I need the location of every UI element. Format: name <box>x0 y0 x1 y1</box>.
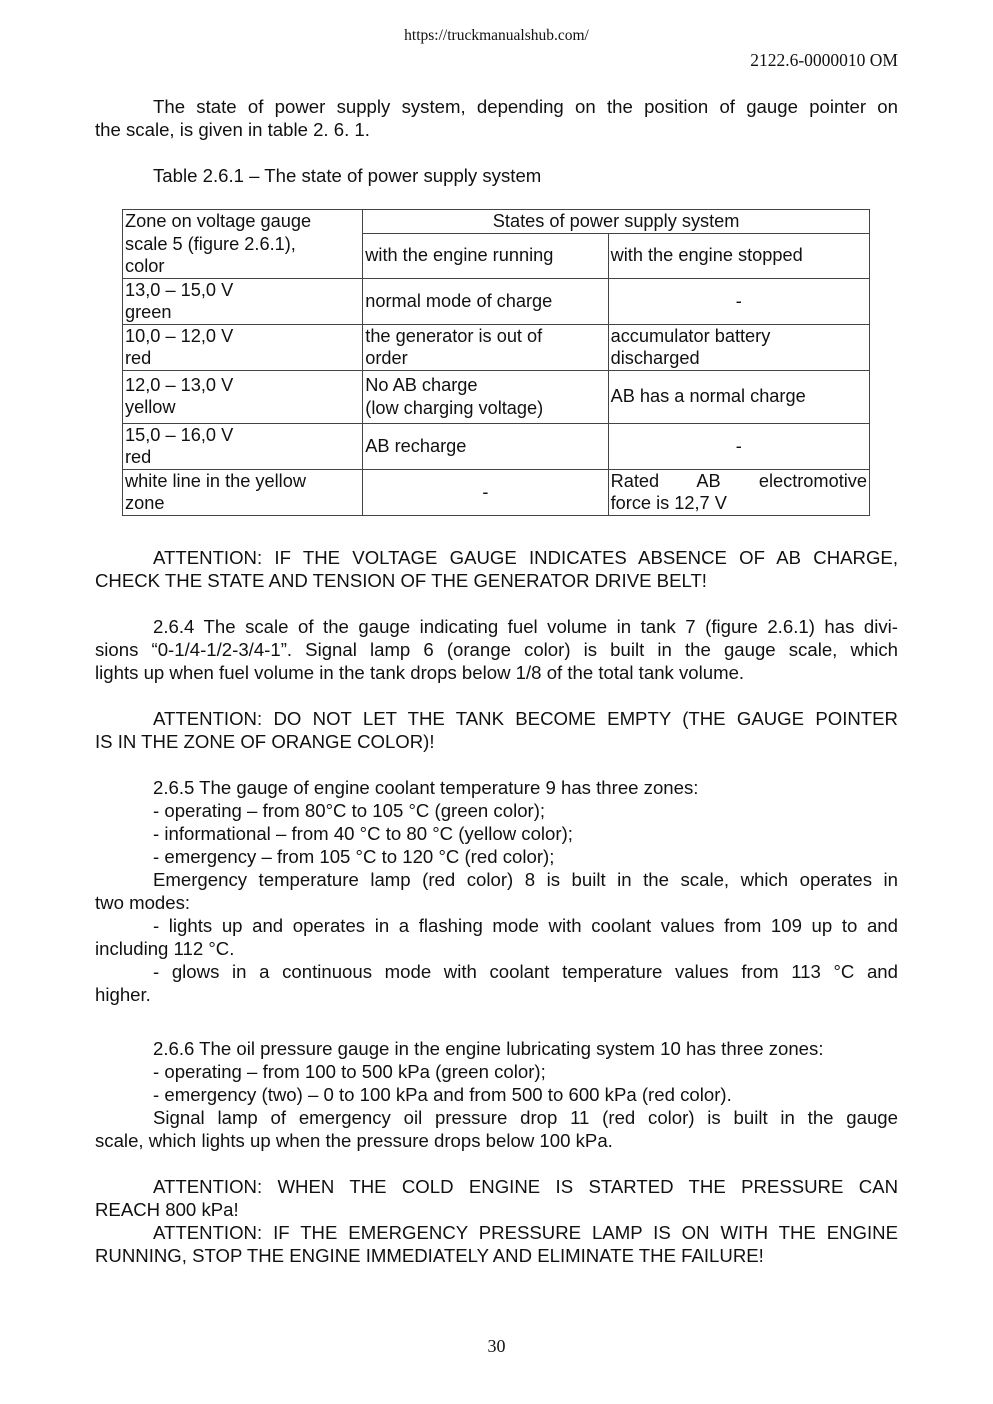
coolant-mode-continuous-2: higher. <box>95 984 151 1005</box>
running-cell: normal mode of charge <box>363 278 608 324</box>
running-cell: No AB charge (low charging voltage) <box>363 370 608 423</box>
oil-gauge-intro: 2.6.6 The oil pressure gauge in the engine lubricating system 10 has three zones: <box>153 1038 824 1059</box>
attention-oil-lamp-line-2: RUNNING, STOP THE ENGINE IMMEDIATELY AND ELIMINATE THE FAILURE! <box>95 1245 764 1266</box>
intro-line-2: the scale, is given in table 2. 6. 1. <box>95 119 370 140</box>
coolant-lamp-line-2: two modes: <box>95 892 191 913</box>
stopped-cell: Rated AB electromotive force is 12,7 V <box>608 469 869 515</box>
page-number: 30 <box>487 1336 506 1356</box>
coolant-mode-flashing-1: - lights up and operates in a flashing mode with coolant values from 109 up to and <box>153 915 898 936</box>
coolant-gauge-intro: 2.6.5 The gauge of engine coolant temperature 9 has three zones: <box>153 777 699 798</box>
table-row <box>123 370 870 423</box>
fuel-gauge-line-2: sions “0-1/4-1/2-3/4-1”. Signal lamp 6 (orange color) is built in the gauge scale, which <box>95 639 898 660</box>
power-supply-state-table <box>122 209 870 516</box>
coolant-zone-operating: - operating – from 80°C to 105 °C (green color); <box>153 800 546 821</box>
zone-cell: 12,0 – 13,0 V yellow <box>123 370 363 423</box>
attention-cold-start-line-2: REACH 800 kPa! <box>95 1199 239 1220</box>
stopped-cell: AB has a normal charge <box>608 370 869 423</box>
oil-lamp-line-1: Signal lamp of emergency oil pressure drop 11 (red color) is built in the gauge <box>153 1107 898 1128</box>
coolant-zone-informational: - informational – from 40 °C to 80 °C (yellow color); <box>153 823 573 844</box>
attention-cold-start-line-1: ATTENTION: WHEN THE COLD ENGINE IS STARTED THE PRESSURE CAN <box>153 1176 898 1197</box>
coolant-mode-continuous-1: - glows in a continuous mode with coolant temperature values from 113 °C and <box>153 961 898 982</box>
stopped-cell: accumulator battery discharged <box>608 324 869 370</box>
zone-cell: white line in the yellow zone <box>123 469 363 515</box>
attention-voltage-line-1: ATTENTION: IF THE VOLTAGE GAUGE INDICATES ABSENCE OF AB CHARGE, <box>153 547 898 568</box>
attention-voltage-line-2: CHECK THE STATE AND TENSION OF THE GENERATOR DRIVE BELT! <box>95 570 707 591</box>
attention-tank-line-2: IS IN THE ZONE OF ORANGE COLOR)! <box>95 731 435 752</box>
stopped-cell: - <box>608 423 869 469</box>
table-caption: Table 2.6.1 – The state of power supply system <box>153 165 542 186</box>
coolant-lamp-line-1: Emergency temperature lamp (red color) 8 is built in the scale, which operates in <box>153 869 898 890</box>
intro-line-1: The state of power supply system, depending on the position of gauge pointer on <box>153 96 898 117</box>
zone-cell: 10,0 – 12,0 V red <box>123 324 363 370</box>
header-states: States of power supply system <box>363 210 870 234</box>
table-row <box>123 324 870 370</box>
fuel-gauge-line-3: lights up when fuel volume in the tank drops below 1/8 of the total tank volume. <box>95 662 745 683</box>
attention-oil-lamp-line-1: ATTENTION: IF THE EMERGENCY PRESSURE LAMP IS ON WITH THE ENGINE <box>153 1222 898 1243</box>
table-row <box>123 469 870 515</box>
coolant-mode-flashing-2: including 112 °C. <box>95 938 235 959</box>
oil-zone-operating: - operating – from 100 to 500 kPa (green color); <box>153 1061 546 1082</box>
coolant-zone-emergency: - emergency – from 105 °C to 120 °C (red color); <box>153 846 555 867</box>
table-header-row <box>123 210 870 234</box>
running-cell: AB recharge <box>363 423 608 469</box>
header-stopped: with the engine stopped <box>608 233 869 278</box>
running-cell: - <box>363 469 608 515</box>
fuel-gauge-line-1: 2.6.4 The scale of the gauge indicating fuel volume in tank 7 (figure 2.6.1) has divi- <box>153 616 898 637</box>
attention-tank-line-1: ATTENTION: DO NOT LET THE TANK BECOME EMPTY (THE GAUGE POINTER <box>153 708 898 729</box>
oil-zone-emergency: - emergency (two) – 0 to 100 kPa and from 500 to 600 kPa (red color). <box>153 1084 732 1105</box>
stopped-cell: - <box>608 278 869 324</box>
zone-cell: 15,0 – 16,0 V red <box>123 423 363 469</box>
source-url: https://truckmanualshub.com/ <box>404 27 589 44</box>
table-row <box>123 278 870 324</box>
oil-lamp-line-2: scale, which lights up when the pressure drops below 100 kPa. <box>95 1130 613 1151</box>
zone-cell: 13,0 – 15,0 V green <box>123 278 363 324</box>
document-number: 2122.6-0000010 OM <box>750 50 898 70</box>
header-zone: Zone on voltage gauge scale 5 (figure 2.6.1), color <box>123 210 363 279</box>
header-running: with the engine running <box>363 233 608 278</box>
running-cell: the generator is out of order <box>363 324 608 370</box>
table-row <box>123 423 870 469</box>
